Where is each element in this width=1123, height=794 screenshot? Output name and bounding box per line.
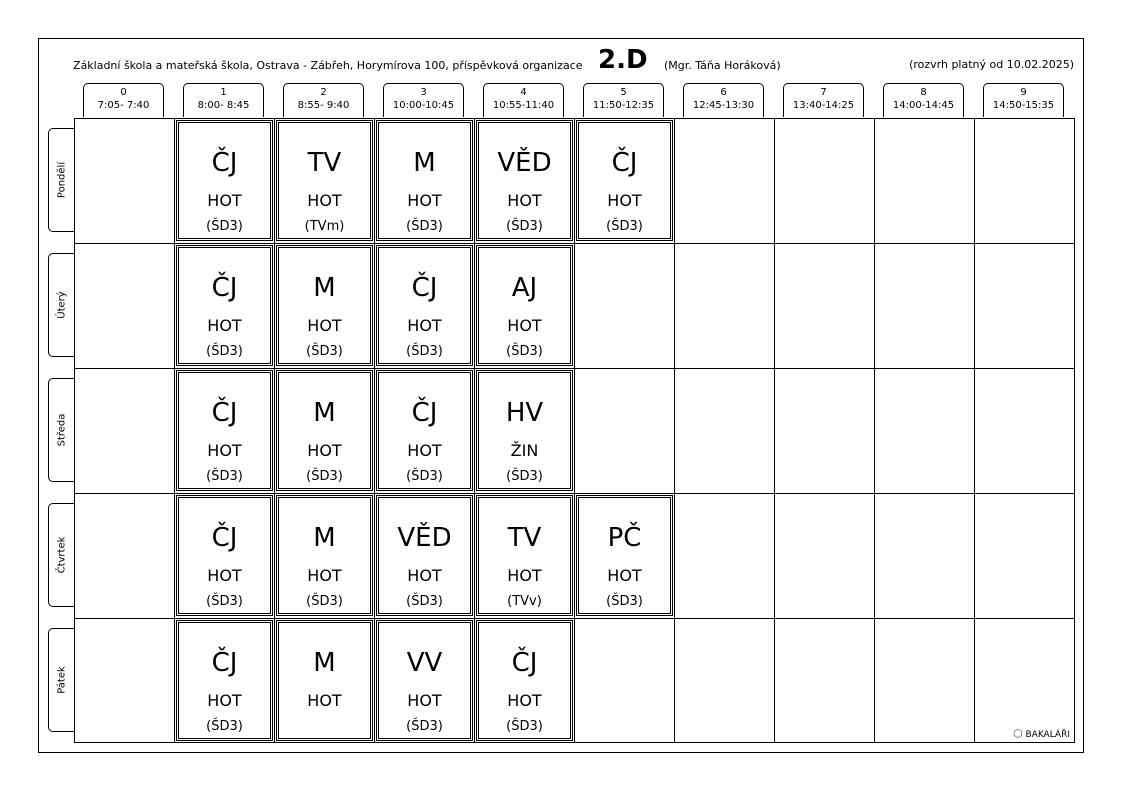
lesson-teacher: HOT [307,191,342,210]
lesson-room: (ŠD3) [206,719,243,734]
class-name: 2.D [598,45,648,75]
grid-line-horizontal [74,243,1075,244]
bakalari-logo [1013,727,1070,740]
lesson-room: (ŠD3) [606,594,643,609]
lesson-cell[interactable] [376,245,473,366]
lesson-teacher: HOT [207,316,242,335]
lesson-subject: ČJ [211,648,238,678]
period-time: 11:50-12:35 [592,100,655,111]
grid-line-horizontal [74,493,1075,494]
lesson-subject: TV [307,148,342,178]
lesson-room: (ŠD3) [306,594,343,609]
lesson-subject: TV [507,523,542,553]
lesson-cell[interactable] [476,245,573,366]
lesson-room: (ŠD3) [406,344,443,359]
period-time: 7:05- 7:40 [97,100,150,111]
lesson-room: (ŠD3) [606,219,643,234]
lesson-subject: ČJ [211,273,238,303]
lesson-cell[interactable] [176,495,273,616]
day-label: Čtvrtek [56,536,68,574]
lesson-room: (ŠD3) [406,594,443,609]
lesson-room: (ŠD3) [406,719,443,734]
logo-text: BAKALÁŘI [1025,730,1071,740]
lesson-teacher: HOT [507,691,542,710]
lesson-room: (ŠD3) [206,469,243,484]
lesson-room: (ŠD3) [206,594,243,609]
period-header-0 [83,83,164,117]
lesson-cell[interactable] [376,120,473,241]
lesson-subject: M [413,148,436,178]
lesson-cell[interactable] [576,495,673,616]
lesson-teacher: HOT [307,316,342,335]
lesson-subject: M [313,523,336,553]
day-tab-0 [48,128,75,232]
period-header-9 [983,83,1064,117]
lesson-subject: VĚD [497,148,552,178]
valid-from: (rozvrh platný od 10.02.2025) [909,58,1074,71]
grid-line-vertical [874,118,875,743]
lesson-cell[interactable] [276,245,373,366]
lesson-teacher: ŽIN [510,441,539,460]
lesson-subject: ČJ [211,148,238,178]
lesson-teacher: HOT [307,441,342,460]
period-time: 8:55- 9:40 [297,100,350,111]
period-number: 6 [720,87,727,98]
period-header-8 [883,83,964,117]
day-label: Středa [56,413,68,447]
period-time: 8:00- 8:45 [197,100,250,111]
lesson-cell[interactable] [276,120,373,241]
lesson-teacher: HOT [507,566,542,585]
lesson-cell[interactable] [176,370,273,491]
hexagon-logo-icon: ⬡ [1013,727,1023,740]
grid-line-vertical [974,118,975,743]
lesson-subject: ČJ [211,523,238,553]
lesson-subject: M [313,273,336,303]
period-header-3 [383,83,464,117]
lesson-room: (ŠD3) [406,469,443,484]
grid-line-vertical [274,118,275,743]
lesson-teacher: HOT [407,316,442,335]
lesson-cell[interactable] [276,495,373,616]
period-header-2 [283,83,364,117]
grid-line-vertical [374,118,375,743]
lesson-teacher: HOT [407,566,442,585]
class-teacher: (Mgr. Táňa Horáková) [664,59,781,72]
period-header-7 [783,83,864,117]
day-label: Pondělí [56,161,68,199]
lesson-room: (TVv) [507,594,542,609]
lesson-teacher: HOT [507,316,542,335]
lesson-teacher: HOT [607,566,642,585]
day-label: Úterý [56,291,68,319]
period-number: 1 [220,87,227,98]
lesson-teacher: HOT [207,191,242,210]
lesson-subject: VV [406,648,443,678]
day-tab-1 [48,253,75,357]
period-number: 2 [320,87,327,98]
lesson-subject: ČJ [611,148,638,178]
lesson-subject: HV [505,398,544,428]
day-label: Pátek [56,666,68,694]
lesson-cell[interactable] [476,495,573,616]
lesson-cell[interactable] [476,620,573,741]
lesson-room: (ŠD3) [506,344,543,359]
lesson-cell[interactable] [376,495,473,616]
school-name: Základní škola a mateřská škola, Ostrava - Zábřeh, Horymírova 100, příspěvková organizace [73,59,583,72]
lesson-room: (ŠD3) [206,219,243,234]
grid-line-vertical [674,118,675,743]
lesson-teacher: HOT [507,191,542,210]
lesson-room: (ŠD3) [506,719,543,734]
lesson-room: (ŠD3) [506,219,543,234]
lesson-room: (ŠD3) [306,469,343,484]
period-number: 3 [420,87,427,98]
lesson-teacher: HOT [407,691,442,710]
day-tab-3 [48,503,75,607]
period-number: 7 [820,87,827,98]
period-number: 0 [120,87,127,98]
period-number: 4 [520,87,527,98]
period-number: 8 [920,87,927,98]
lesson-cell[interactable] [376,620,473,741]
period-number: 9 [1020,87,1027,98]
lesson-subject: VĚD [397,523,452,553]
period-time: 10:00-10:45 [392,100,455,111]
lesson-teacher: HOT [207,691,242,710]
lesson-room: (ŠD3) [406,219,443,234]
lesson-subject: ČJ [411,398,438,428]
lesson-teacher: HOT [207,441,242,460]
lesson-cell[interactable] [476,370,573,491]
lesson-cell[interactable] [276,620,373,741]
lesson-teacher: HOT [407,441,442,460]
lesson-cell[interactable] [176,620,273,741]
lesson-teacher: HOT [307,566,342,585]
period-time: 13:40-14:25 [792,100,855,111]
lesson-subject: ČJ [411,273,438,303]
lesson-teacher: HOT [207,566,242,585]
day-tab-4 [48,628,75,732]
grid-line-horizontal [74,368,1075,369]
period-header-4 [483,83,564,117]
grid-line-vertical [774,118,775,743]
lesson-subject: ČJ [211,398,238,428]
period-time: 14:00-14:45 [892,100,955,111]
lesson-teacher: HOT [307,691,342,710]
lesson-subject: M [313,398,336,428]
lesson-teacher: HOT [607,191,642,210]
grid-line-vertical [574,118,575,743]
lesson-subject: ČJ [511,648,538,678]
lesson-cell[interactable] [276,370,373,491]
period-time: 12:45-13:30 [692,100,755,111]
lesson-cell[interactable] [576,120,673,241]
grid-line-vertical [174,118,175,743]
lesson-room: (ŠD3) [306,344,343,359]
grid-line-horizontal [74,618,1075,619]
lesson-cell[interactable] [176,120,273,241]
lesson-cell[interactable] [176,245,273,366]
lesson-subject: M [313,648,336,678]
lesson-room: (ŠD3) [206,344,243,359]
period-time: 10:55-11:40 [492,100,555,111]
period-number: 5 [620,87,627,98]
lesson-subject: PČ [607,523,642,553]
period-header-1 [183,83,264,117]
lesson-subject: AJ [511,273,538,303]
lesson-room: (TVm) [304,219,345,234]
lesson-teacher: HOT [407,191,442,210]
lesson-room: (ŠD3) [506,469,543,484]
lesson-cell[interactable] [476,120,573,241]
period-header-6 [683,83,764,117]
period-time: 14:50-15:35 [992,100,1055,111]
lesson-cell[interactable] [376,370,473,491]
period-header-5 [583,83,664,117]
grid-line-vertical [474,118,475,743]
day-tab-2 [48,378,75,482]
